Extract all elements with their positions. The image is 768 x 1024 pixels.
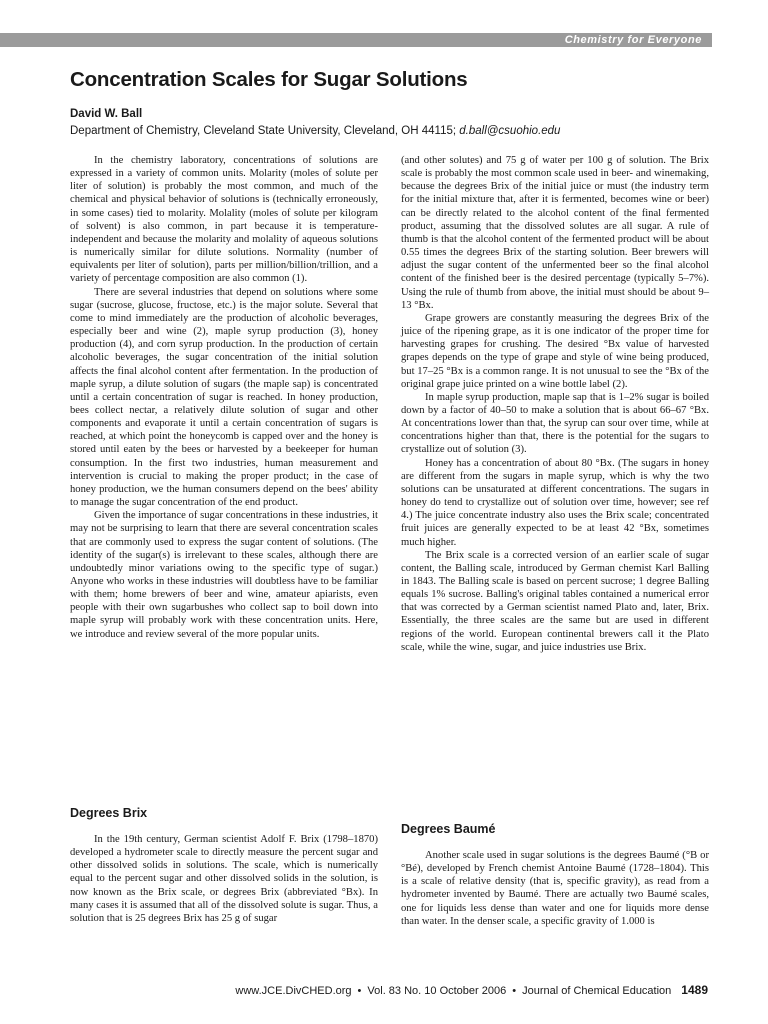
affiliation-text: Department of Chemistry, Cleveland State University, Cleveland, OH 44115; [70, 125, 457, 137]
page-footer [0, 983, 708, 997]
paragraph: In maple syrup production, maple sap that is 1–2% sugar is boiled down by a factor of 40–50 to make a solution that is about 66–67 °Bx. At concentrations lower than that, the syrup can sour over time, while at concentrations higher than that, there is the potential for the sugars to crystallize out of solution (3). [401, 391, 709, 456]
footer-journal: Journal of Chemical Education [522, 985, 672, 997]
footer-issue: Vol. 83 No. 10 October 2006 [367, 985, 507, 997]
section-heading-degrees-brix: Degrees Brix [70, 806, 148, 820]
paragraph: There are several industries that depend on solutions where some sugar (sucrose, glucose, fructose, etc.) is the major solute. Several that come to mind immediately are the production of alcoholic beverages, especially beer and wine (2), maple syrup production (3), honey production (4), and corn syrup production. In the production of certain alcoholic beverages, the sugar concentration of the initial solution affects the final alcohol content after fermentation. In the production of maple syrup, a dilute solution of sugars (the maple sap) is concentrated until a certain concentration of sugar is reached. In honey production, bees collect nectar, a relatively dilute solution of sugar and other components and evaporate it until a certain concentration of sugars is reached, at which point the honeycomb is capped over and the honey is stored until eaten by the bees or harvested by a beekeeper for human consumption. In the first two industries, human measurement and intervention is crucial to making the proper product; in the case of honey production, we the human consumers depend on the bees' ability to manage the sugar concentration of the end product. [70, 286, 378, 509]
author-affiliation [70, 125, 560, 137]
author-name: David W. Ball [70, 108, 143, 120]
header-rule [0, 33, 712, 47]
article-title: Concentration Scales for Sugar Solutions [70, 68, 468, 91]
footer-website[interactable]: www.JCE.DivCHED.org [235, 985, 352, 997]
paragraph: Honey has a concentration of about 80 °Bx. (The sugars in honey are different from the sugars in maple syrup, which is why the two solutions can be unsaturated at different concentrations. The sugars in honey do tend to crystallize out of solution over time, however; see ref 4.) The juice concentrate industry also uses the Brix scale; concentrated fruit juices are generally expected to be at least 42 °Bx, sometimes much higher. [401, 457, 709, 548]
paragraph: Another scale used in sugar solutions is the degrees Baumé (°B or °Bé), developed by French chemist Antoine Baumé (1728–1804). This is a scale of relative density (that is, specific gravity), as read from a hydrometer invented by Baumé. There are actually two Baumé scales, one for liquids less dense than water and one for liquids more dense than water. In the denser scale, a specific gravity of 1.000 is [401, 850, 709, 927]
author-email[interactable]: d.ball@csuohio.edu [459, 125, 561, 137]
section-heading-degrees-baume: Degrees Baumé [401, 822, 496, 836]
left-column [70, 154, 378, 641]
bullet-separator: • [512, 985, 517, 997]
page-number: 1489 [681, 983, 708, 997]
paragraph: In the 19th century, German scientist Adolf F. Brix (1798–1870) developed a hydrometer scale to directly measure the percent sugar and other dissolved solids in solutions. The scale, which is numerically equal to the percent sugar and other dissolved solids in the solution, is now known as the Brix scale, or degrees Brix (abbreviated °Bx). In many cases it is assumed that all of the dissolved solute is sugar. Thus, a solution that is 25 degrees Brix has 25 g of sugar [70, 834, 378, 924]
paragraph: The Brix scale is a corrected version of an earlier scale of sugar content, the Balling scale, introduced by German chemist Karl Balling in 1843. The Balling scale is based on percent sucrose; 1 degree Balling equals 1% sucrose. Balling's original tables contained a numerical error that was corrected by a German scientist named Plato and, later, Brix. Essentially, the three scales are the same but are used in different regions of the world. European continental brewers call it the Plato scale, while the wine, sugar, and juice industries use Brix. [401, 549, 709, 653]
paragraph: In the chemistry laboratory, concentrations of solutions are expressed in a variety of common units. Molarity (moles of solute per liter of solution) is probably the most common, and much of the chemical and physical behavior of solutions is (technically erroneously, in some cases) tied to molarity. Molality (moles of solute per kilogram of solvent) is also common, in part because it is temperature-independent and because the molarity and molality of aqueous solutions is numerically similar for dilute solutions. Normality (number of equivalents per liter of solution), parts per million/billion/trillion, and a variety of percentage composition are also common (1). [70, 155, 378, 285]
paragraph: Given the importance of sugar concentrations in these industries, it may not be surprising to learn that there are several concentration scales that are commonly used to express the sugar content of solutions. (The identity of the sugar(s) is irrelevant to these scales, although there are undoubtedly minor variations owing to the specific type of sugar.) Anyone who works in these industries will doubtless have to be familiar with them; home brewers of beer and wine, amateur apiarists, even people with their own sugarbushes who collect sap to boil down into maple syrup will probably work with these concentration units. Here, we introduce and review several of the more popular units. [70, 510, 378, 640]
left-column-continued [70, 833, 378, 925]
paragraph: (and other solutes) and 75 g of water per 100 g of solution. The Brix scale is probably the most common scale used in beer- and winemaking, because the degrees Brix of the initial juice or must (the industry term for the initial mixture that, after it is fermented, becomes wine or beer) can be directly related to the alcohol content of the final fermented product, assuming that the dissolved solutes are all sugar. A rule of thumb is that the alcohol content of the fermented product will be about 0.55 times the degrees Brix of the starting solution. Beer brewers will adjust the sugar content of the unfermented beer so the final alcohol content of the finished beer is the desired percentage (typically 5–7%). Using the rule of thumb from above, the initial must should be about 9–13 °Bx. [401, 155, 709, 311]
paragraph: Grape growers are constantly measuring the degrees Brix of the juice of the ripening grape, as it is one indicator of the proper time for harvesting grapes for crushing. The desired °Bx value of harvested grapes depends on the type of grape and style of wine being produced, but 17–25 °Bx is a common range. It is not unusual to see the °Bx of the original grape juice printed on a wine bottle label (2). [401, 312, 709, 390]
right-column [401, 154, 709, 654]
right-column-continued [401, 849, 709, 928]
section-tag: Chemistry for Everyone [561, 33, 706, 47]
bullet-separator: • [357, 985, 362, 997]
